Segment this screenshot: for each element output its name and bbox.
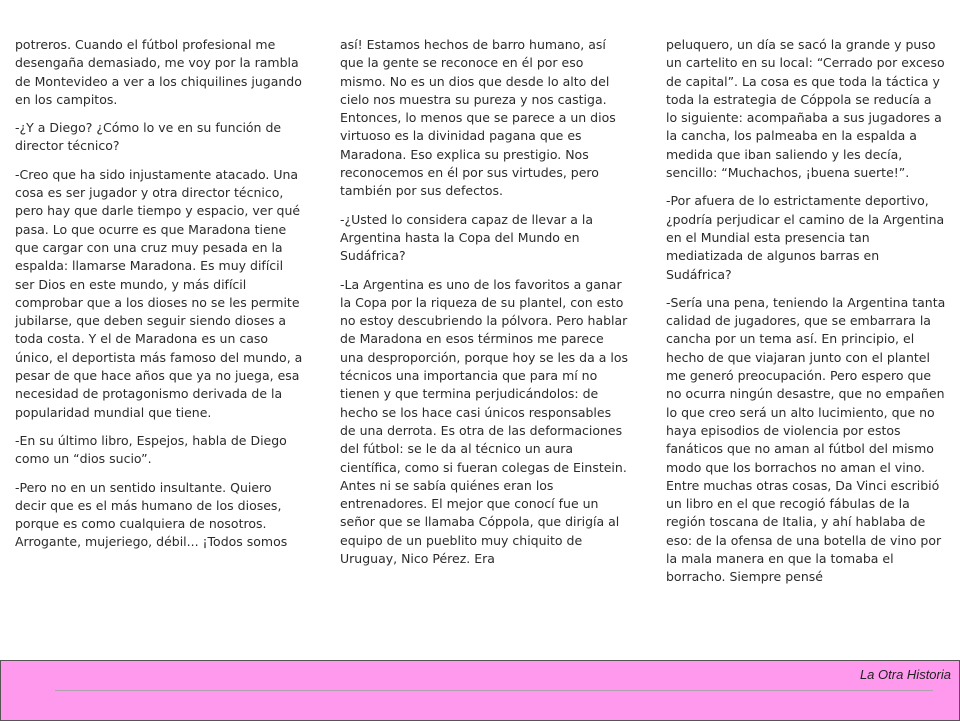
text-column-3: [666, 36, 946, 597]
paragraph: peluquero, un día se sacó la grande y puso un cartelito en su local: “Cerrado por exceso de capital”. La cosa es que toda la táctica y toda la estrategia de Cóppola se reducía a lo siguiente: acompañaba a sus jugadores a la cancha, los palmeaba en la espalda a medida que iban saliendo y les decía, sencillo: “Muchachos, ¡buena suerte!”.: [666, 37, 945, 181]
paragraph: -Pero no en un sentido insultante. Quiero decir que es el más humano de los dioses, porque es como cualquiera de nosotros. Arrogante, mujeriego, débil... ¡Todos somos: [15, 479, 288, 550]
question-paragraph: -En su último libro, Espejos, habla de Diego como un “dios sucio”.: [15, 432, 287, 467]
question-paragraph: -Por afuera de lo estrictamente deportivo, ¿podría perjudicar el camino de la Argentina en el Mundial esta presencia tan mediatizada de algunos barras en Sudáfrica?: [666, 193, 945, 282]
paragraph: potreros. Cuando el fútbol profesional me desengaña demasiado, me voy por la rambla de Montevideo a ver a los chiquilines jugando en los campitos.: [15, 37, 302, 107]
text-column-1: [15, 36, 305, 562]
question-paragraph: -¿Y a Diego? ¿Cómo lo ve en su función de director técnico?: [15, 120, 282, 154]
paragraph: -La Argentina es uno de los favoritos a ganar la Copa por la riqueza de su plantel, con esto no estoy descubriendo la pólvora. Pero hablar de Maradona en esos términos me parece una desproporción, porque hoy se les da a los técnicos una importancia que para mí no tienen y que termina perjudicándolos: de hecho se los hace casi únicos responsables de una derrota. Es otra de las deformaciones del fútbol: se le da al técnico un aura científica, como si fueran colegas de Einstein. Antes ni se sabía quiénes eran los entrenadores. El mejor que conocí fue un señor que se llamaba Cóppola, que dirigía al equipo de un pueblito muy chiquito de Uruguay, Nico Pérez. Era: [340, 276, 628, 567]
footer-title: La Otra Historia: [859, 667, 951, 682]
paragraph: así! Estamos hechos de barro humano, así que la gente se reconoce en él por eso mismo. No es un dios que desde lo alto del cielo nos muestra su pureza y nos castiga. Entonces, lo menos que se parece a un dios virtuoso es la divinidad pagana que es Maradona. Eso explica su prestigio. Nos reconocemos en él por sus virtudes, pero también por sus defectos.: [340, 37, 616, 199]
footer-bar: [0, 660, 960, 721]
footer-divider: [55, 690, 933, 691]
paragraph: -Creo que ha sido injustamente atacado. Una cosa es ser jugador y otra director técnico, pero hay que darle tiempo y espacio, ver qué pasa. Lo que ocurre es que Maradona tiene que cargar con una cruz muy pesada en la espalda: llamarse Maradona. Es muy difícil ser Dios en este mundo, y más difícil comprobar que a los dioses no se les permite jubilarse, que deben seguir siendo dioses a toda costa. Y el de Maradona es un caso único, el deportista más famoso del mundo, a pesar de que hace años que ya no juega, esa necesidad de protagonismo derivada de la popularidad mundial que tiene.: [15, 166, 303, 420]
text-column-2: [340, 36, 630, 578]
paragraph: -Sería una pena, teniendo la Argentina tanta calidad de jugadores, que se embarrara la cancha por un tema así. En principio, el hecho de que viajaran junto con el plantel me generó preocupación. Pero espero que no ocurra ningún desastre, que no empañen lo que creo será un alto lucimiento, que no haya episodios de violencia por estos fanáticos que no aman al fútbol del mismo modo que los borrachos no aman el vino. Entre muchas otras cosas, Da Vinci escribió un libro en el que recogió fábulas de la región toscana de Italia, y ahí hablaba de eso: de la ofensa de una botella de vino por la mala manera en que la tomaba el borracho. Siempre pensé: [666, 294, 946, 585]
question-paragraph: -¿Usted lo considera capaz de llevar a la Argentina hasta la Copa del Mundo en Sudáfrica?: [340, 211, 594, 264]
